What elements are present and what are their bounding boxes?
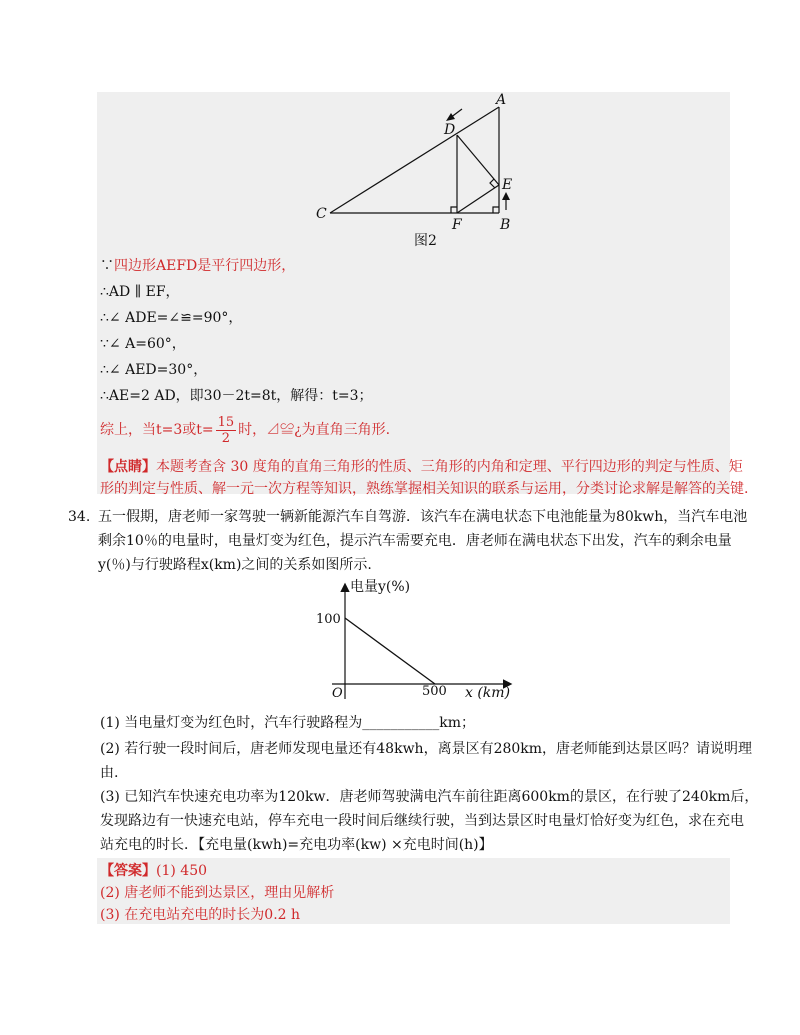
label-F: F [452,217,462,233]
label-C: C [316,206,327,222]
y-tick-label: 100 [316,612,341,627]
segment-CA [330,107,499,213]
answer-line-3: (3) 在充电站充电的时长为0.2 h [100,907,301,923]
answer-line-1: 【答案】(1) 450 [100,863,208,879]
subquestion-1: (1) 当电量灯变为红色时，汽车行驶路程为___________km； [100,715,476,731]
proof-line-4: ∵∠ A=60°， [100,336,186,352]
subquestion-2-cont: 由. [100,765,119,781]
question-line-1: 五一假期，唐老师一家驾驶一辆新能源汽车自驾游．该汽车在满电状态下电池能量为80kwh，当汽车电池 [98,509,748,525]
x-tick-label: 500 [422,684,447,699]
origin-label: O [332,686,343,701]
figure-2 [310,92,520,252]
series-line [345,618,435,684]
question-line-3: y(％)与行驶路程x(km)之间的关系如图所示. [98,557,372,573]
subquestion-2: (2) 若行驶一段时间后，唐老师发现电量还有48kwh，离景区有280km，唐老师能到达景区吗？请说明理 [100,741,753,757]
subquestion-3-cont1: 发现路边有一快速充电站，停车充电一段时间后继续行驶，当到达景区时电量灯恰好变为红色，求在充电 [100,813,744,829]
label-B: B [500,217,511,233]
proof-line-1: ∵四边形AEFD是平行四边形， [100,258,296,274]
comment-line-2: 形的判定与性质、解一元一次方程等知识，熟练掌握相关知识的联系与运用，分类讨论求解是解答的关键. [100,481,749,497]
proof-line-2: ∴AD ∥ EF， [100,284,180,300]
conclusion-line: 综上，当t=3或t= $\frac{15}{2}$ 时，⊿≌¿为直角三角形. [100,414,391,446]
label-E: E [502,177,513,193]
right-angle-B [493,207,499,213]
battery-chart [310,575,520,705]
answer-line-2: (2) 唐老师不能到达景区，理由见解析 [100,885,335,901]
comment-line-1: 【点睛】本题考查含 30 度角的直角三角形的性质、三角形的内角和定理、平行四边形的判定与性质、矩 [100,459,743,475]
x-axis-label: x (km) [465,685,511,701]
arrow-D [446,109,462,121]
arrow-E [502,192,510,210]
fraction: $\frac{15}{2}$ [217,414,235,446]
question-line-2: 剩余10％的电量时，电量灯变为红色，提示汽车需要充电．唐老师在满电状态下出发，汽车的剩余电量 [98,533,732,549]
subquestion-3-cont2: 站充电的时长．【充电量(kwh)=充电功率(kw) ×充电时间(h)】 [100,837,493,853]
segment-DE [457,135,499,185]
y-axis-label: 电量y(%) [350,579,411,595]
proof-line-6: ∴AE=2 AD，即30－2t=8t，解得：t=3； [100,388,373,404]
figure-caption: 图2 [414,233,437,249]
proof-line-3: ∴∠ ADE=∠≌=90°， [100,310,243,326]
comment-tag: 【点睛】 [100,459,156,475]
proof-line-5: ∴∠ AED=30°， [100,362,208,378]
right-angle-F [451,207,457,213]
subquestion-3: (3) 已知汽车快速充电功率为120kw．唐老师驾驶满电汽车前往距离600km的景区，在行驶了240km后， [100,789,759,805]
answer-tag: 【答案】 [100,863,156,879]
right-angle-E [490,179,495,188]
label-D: D [444,122,456,138]
label-A: A [496,92,507,108]
question-number: 34. [68,509,91,525]
